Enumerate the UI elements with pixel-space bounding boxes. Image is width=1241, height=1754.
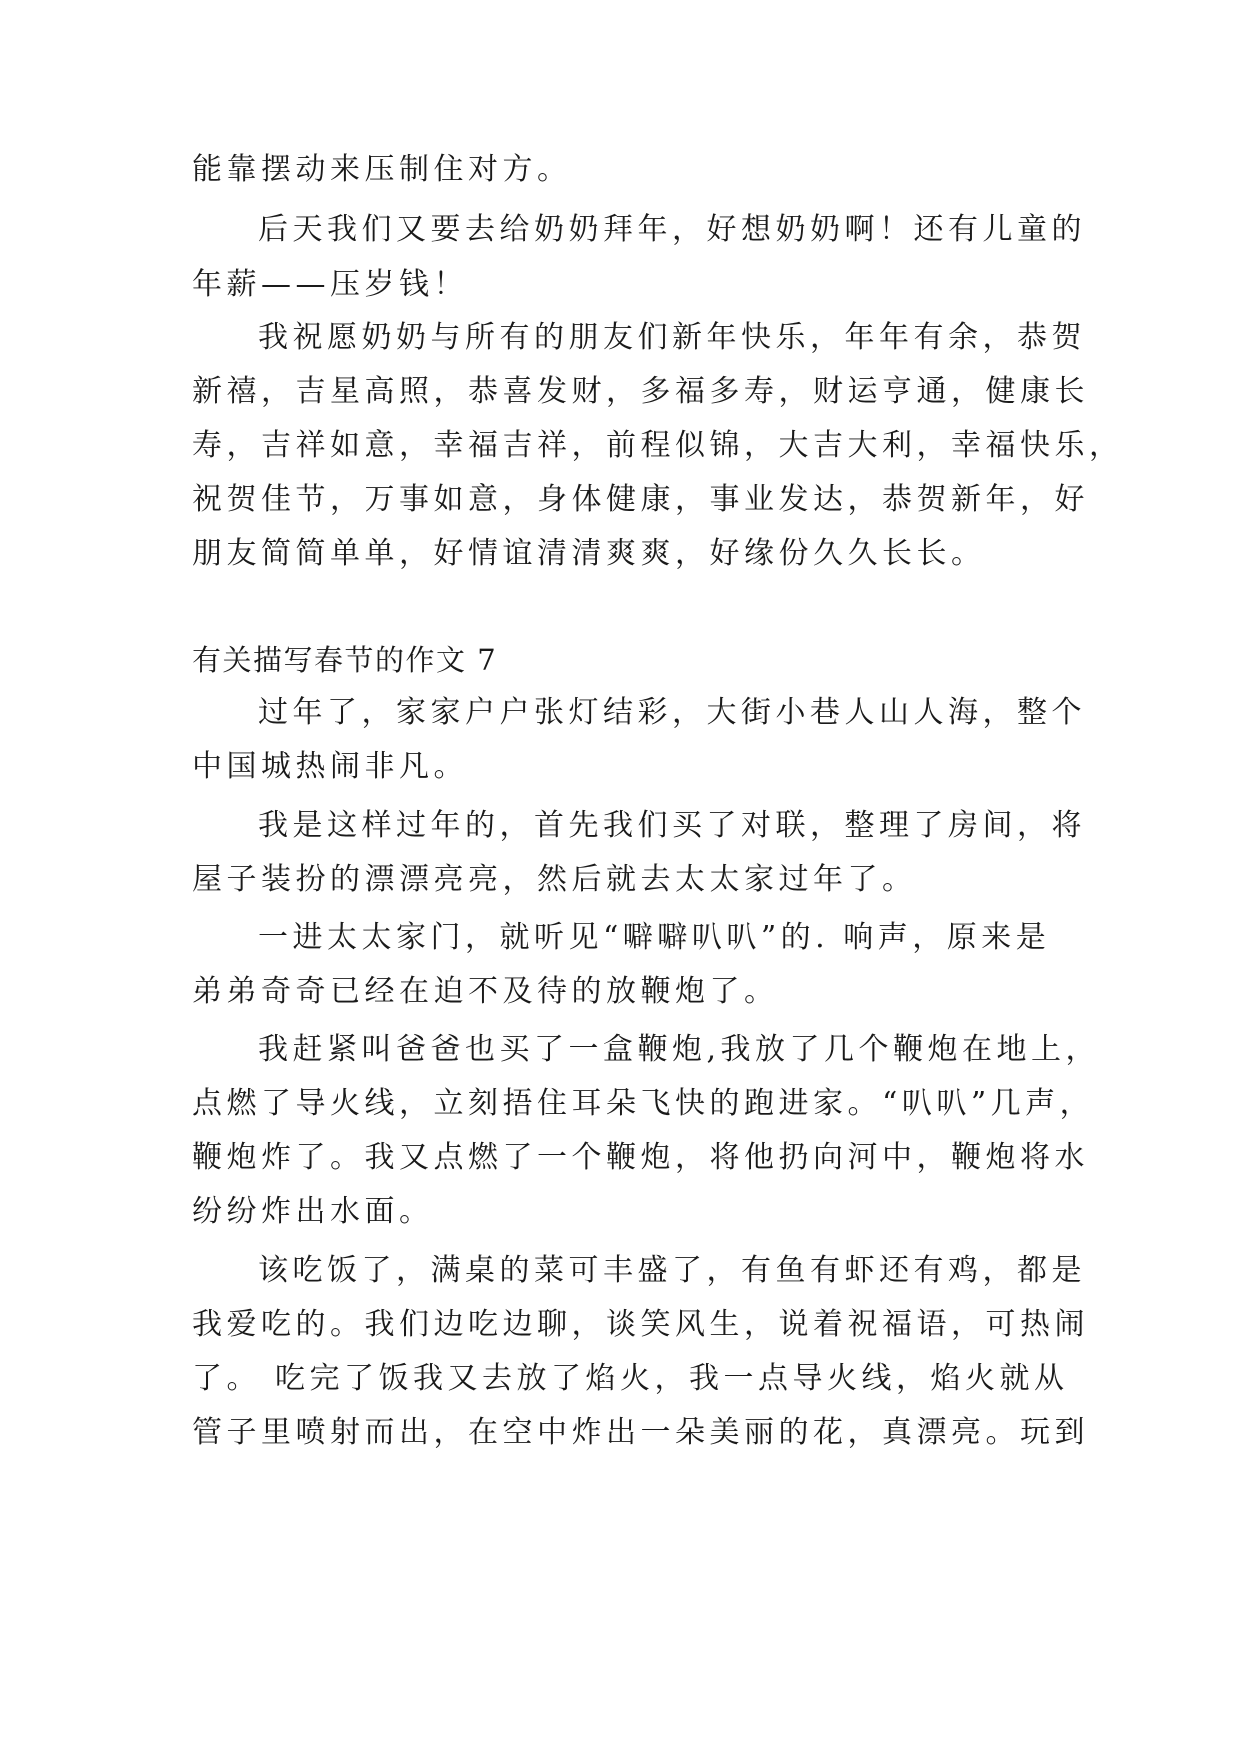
text-line: 我爱吃的。我们边吃边聊，谈笑风生，说着祝福语，可热闹	[192, 1307, 1089, 1342]
text-line: 我祝愿奶奶与所有的朋友们新年快乐，年年有余，恭贺	[258, 320, 1086, 355]
text-line: 年薪——压岁钱！	[192, 267, 468, 302]
text-line: 点燃了导火线，立刻捂住耳朵飞快的跑进家。“叭叭”几声，	[192, 1086, 1095, 1121]
text-line: 了。 吃完了饭我又去放了焰火，我一点导火线，焰火就从	[192, 1361, 1069, 1396]
text-line: 新禧，吉星高照，恭喜发财，多福多寿，财运亨通，健康长	[192, 374, 1089, 409]
text-line: 一进太太家门，就听见“噼噼叭叭”的. 响声，原来是	[258, 920, 1051, 955]
text-line: 鞭炮炸了。我又点燃了一个鞭炮，将他扔向河中，鞭炮将水	[192, 1140, 1089, 1175]
text-line: 中国城热闹非凡。	[192, 749, 468, 784]
text-line: 过年了，家家户户张灯结彩，大街小巷人山人海，整个	[258, 695, 1086, 730]
text-line: 后天我们又要去给奶奶拜年，好想奶奶啊！还有儿童的	[258, 212, 1086, 247]
text-line: 能靠摆动来压制住对方。	[192, 152, 572, 187]
section-heading: 有关描写春节的作文 7	[192, 643, 498, 677]
text-line: 我赶紧叫爸爸也买了一盒鞭炮,我放了几个鞭炮在地上，	[258, 1032, 1101, 1067]
text-line: 寿，吉祥如意，幸福吉祥，前程似锦，大吉大利，幸福快乐，	[192, 428, 1124, 463]
text-line: 屋子装扮的漂漂亮亮，然后就去太太家过年了。	[192, 862, 917, 897]
text-line: 弟弟奇奇已经在迫不及待的放鞭炮了。	[192, 974, 779, 1009]
text-line: 该吃饭了，满桌的菜可丰盛了，有鱼有虾还有鸡，都是	[258, 1253, 1086, 1288]
text-line: 纷纷炸出水面。	[192, 1194, 434, 1229]
text-line: 朋友简简单单，好情谊清清爽爽，好缘份久久长长。	[192, 536, 986, 571]
text-line: 管子里喷射而出，在空中炸出一朵美丽的花，真漂亮。玩到	[192, 1415, 1089, 1450]
text-line: 祝贺佳节，万事如意，身体健康，事业发达，恭贺新年，好	[192, 482, 1089, 517]
text-line: 我是这样过年的，首先我们买了对联，整理了房间，将	[258, 808, 1086, 843]
